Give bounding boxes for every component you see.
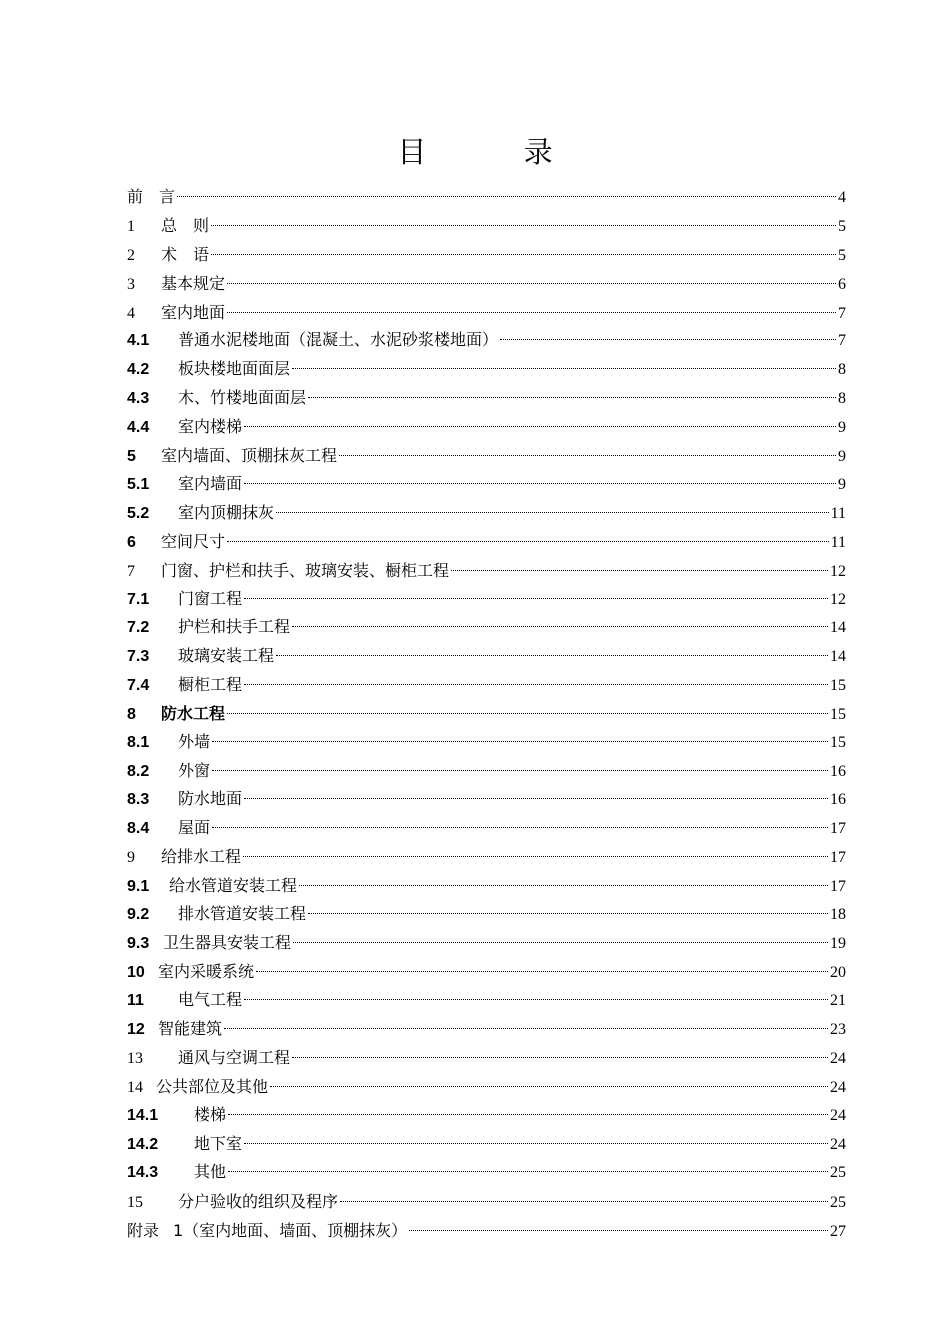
dot-leader	[244, 598, 828, 599]
toc-entry[interactable]	[127, 959, 846, 988]
toc-entry-number: 14.1	[127, 1107, 159, 1124]
toc-entry-title: 术 语	[161, 245, 210, 265]
dot-leader	[276, 512, 829, 513]
table-of-contents	[127, 184, 846, 1245]
toc-entry-number: 11	[127, 992, 144, 1010]
toc-entry-number: 10	[127, 963, 145, 981]
toc-entry-page: 17	[830, 877, 846, 895]
dot-leader	[227, 541, 829, 542]
toc-entry-number: 4.1	[127, 332, 150, 350]
toc-entry-page: 17	[830, 820, 846, 838]
dot-leader	[244, 798, 828, 799]
toc-entry[interactable]	[127, 643, 846, 672]
toc-entry-title: 门窗工程	[178, 590, 243, 608]
toc-entry[interactable]	[127, 1159, 846, 1188]
toc-entry-page: 20	[830, 963, 846, 981]
toc-entry-title: 室内墙面	[178, 475, 243, 493]
toc-entry[interactable]	[127, 901, 846, 930]
toc-entry[interactable]	[127, 1217, 846, 1246]
toc-entry-number: 4.2	[127, 361, 150, 379]
toc-entry-page: 25	[830, 1164, 846, 1182]
toc-entry[interactable]	[127, 786, 846, 815]
toc-entry-page: 9	[838, 418, 846, 436]
toc-entry-title: 卫生器具安装工程	[163, 934, 292, 952]
toc-entry[interactable]	[127, 672, 846, 701]
toc-entry-title: 排水管道安装工程	[178, 906, 307, 924]
dot-leader	[177, 196, 836, 197]
toc-entry[interactable]	[127, 1131, 846, 1160]
toc-entry-page: 18	[830, 906, 846, 924]
dot-leader	[409, 1230, 828, 1231]
toc-entry-title: 给排水工程	[161, 848, 242, 866]
toc-entry-title: 室内墙面、顶棚抹灰工程	[161, 446, 338, 466]
toc-entry-number: 5	[127, 448, 136, 466]
toc-entry-number: 1	[127, 217, 135, 235]
toc-entry-number: 5.1	[127, 475, 150, 493]
toc-entry[interactable]	[127, 414, 846, 443]
toc-entry-page: 25	[830, 1194, 846, 1212]
toc-entry-page: 24	[830, 1049, 846, 1067]
dot-leader	[293, 942, 828, 943]
dot-leader	[212, 741, 828, 742]
toc-entry-page: 12	[830, 590, 846, 608]
toc-entry-page: 9	[838, 448, 846, 466]
toc-entry-page: 8	[838, 389, 846, 407]
toc-entry[interactable]	[127, 557, 846, 586]
toc-entry-number: 12	[127, 1020, 145, 1038]
toc-entry-number: 8.4	[127, 820, 150, 838]
dot-leader	[308, 913, 828, 914]
dot-leader	[212, 770, 828, 771]
toc-entry[interactable]	[127, 930, 846, 959]
dot-leader	[299, 885, 828, 886]
toc-entry[interactable]	[127, 844, 846, 873]
toc-entry-page: 27	[830, 1222, 846, 1240]
toc-entry-page: 24	[830, 1079, 846, 1097]
toc-entry-title: 护栏和扶手工程	[178, 619, 291, 637]
toc-entry-page: 9	[838, 475, 846, 493]
toc-entry-number: 9	[127, 848, 135, 866]
dot-leader	[276, 655, 828, 656]
toc-entry-page: 17	[830, 848, 846, 866]
toc-entry-page: 24	[830, 1135, 846, 1153]
dot-leader	[244, 426, 836, 427]
toc-entry-page: 14	[830, 619, 846, 637]
toc-entry-number: 15	[127, 1194, 143, 1212]
toc-entry-page: 11	[830, 504, 846, 522]
toc-entry[interactable]	[127, 1188, 846, 1217]
dot-leader	[244, 684, 828, 685]
toc-entry-title: 智能建筑	[158, 1020, 223, 1038]
toc-entry-page: 5	[838, 247, 846, 265]
toc-entry[interactable]	[127, 213, 846, 242]
toc-entry-title: 门窗、护栏和扶手、玻璃安装、橱柜工程	[161, 560, 450, 580]
toc-entry-title: 防水工程	[161, 704, 226, 724]
toc-entry-number: 4.3	[127, 389, 150, 407]
dot-leader	[340, 1201, 828, 1202]
toc-entry-number: 7	[127, 562, 135, 580]
toc-entry-page: 11	[830, 534, 846, 552]
toc-entry[interactable]	[127, 815, 846, 844]
toc-entry[interactable]	[127, 1045, 846, 1074]
toc-entry-title: 防水地面	[178, 791, 243, 809]
toc-entry-title: 橱柜工程	[178, 676, 243, 694]
dot-leader	[211, 225, 836, 226]
toc-entry[interactable]	[127, 500, 846, 529]
toc-entry-page: 16	[830, 762, 846, 780]
dot-leader	[227, 713, 828, 714]
toc-entry-title: 外窗	[178, 762, 211, 780]
toc-entry-page: 15	[830, 734, 846, 752]
toc-entry[interactable]	[127, 270, 846, 299]
toc-entry-page: 6	[838, 276, 846, 294]
toc-entry-number: 2	[127, 247, 135, 265]
toc-entry-number: 附录	[127, 1222, 160, 1240]
toc-entry-title: 外墙	[178, 734, 211, 752]
toc-entry-title: 普通水泥楼地面（混凝土、水泥砂浆楼地面）	[178, 332, 499, 350]
dot-leader	[292, 626, 828, 627]
toc-entry-number: 7.2	[127, 619, 150, 637]
toc-entry-title: 地下室	[194, 1135, 243, 1153]
dot-leader	[500, 339, 836, 340]
toc-entry[interactable]	[127, 614, 846, 643]
toc-entry-number: 9.1	[127, 877, 150, 895]
toc-entry[interactable]	[127, 700, 846, 729]
toc-entry-title: 总 则	[161, 217, 210, 235]
dot-leader	[256, 971, 828, 972]
toc-entry[interactable]	[127, 528, 846, 557]
toc-entry[interactable]	[127, 873, 846, 902]
toc-entry-title: 空间尺寸	[161, 532, 226, 552]
dot-leader	[308, 397, 836, 398]
toc-entry-number: 14.3	[127, 1164, 159, 1182]
toc-entry[interactable]	[127, 1102, 846, 1131]
dot-leader	[244, 483, 836, 484]
dot-leader	[243, 856, 828, 857]
dot-leader	[228, 1171, 828, 1172]
dot-leader	[227, 283, 836, 284]
toc-entry-number: 9.3	[127, 934, 150, 952]
toc-entry-number: 8.2	[127, 762, 150, 780]
toc-entry[interactable]	[127, 241, 846, 270]
toc-entry-title: 室内楼梯	[178, 418, 243, 436]
dot-leader	[270, 1086, 828, 1087]
toc-entry-number: 8.1	[127, 734, 150, 752]
dot-leader	[339, 455, 836, 456]
toc-entry-page: 16	[830, 791, 846, 809]
toc-entry-title: 室内地面	[161, 302, 226, 322]
toc-entry-number: 4.4	[127, 418, 150, 436]
dot-leader	[227, 312, 836, 313]
toc-entry[interactable]	[127, 729, 846, 758]
toc-entry[interactable]	[127, 327, 846, 356]
toc-entry-title: 室内顶棚抹灰	[178, 504, 275, 522]
toc-entry[interactable]	[127, 471, 846, 500]
dot-leader	[451, 570, 828, 571]
toc-entry-number: 4	[127, 304, 135, 322]
dot-leader	[244, 999, 828, 1000]
toc-entry-page: 14	[830, 648, 846, 665]
toc-entry[interactable]	[127, 1016, 846, 1045]
toc-entry[interactable]	[127, 184, 846, 213]
toc-entry-title: 玻璃安装工程	[178, 648, 275, 665]
toc-entry[interactable]	[127, 586, 846, 615]
toc-entry-number: 7.3	[127, 648, 150, 665]
toc-entry-title: 公共部位及其他	[156, 1077, 269, 1097]
dot-leader	[244, 1143, 828, 1144]
toc-entry[interactable]	[127, 758, 846, 787]
toc-entry-number: 3	[127, 276, 135, 294]
toc-entry-page: 5	[838, 217, 846, 235]
toc-entry-page: 15	[830, 676, 846, 694]
toc-entry-page: 12	[830, 562, 846, 580]
toc-entry-number: 7.1	[127, 590, 150, 608]
toc-entry-title: 其他	[194, 1164, 227, 1182]
dot-leader	[228, 1114, 828, 1115]
toc-entry-title: 前 言	[127, 189, 176, 206]
toc-entry-title: 木、竹楼地面面层	[178, 389, 307, 407]
toc-entry-title: 板块楼地面面层	[178, 361, 291, 379]
toc-entry-number: 9.2	[127, 906, 150, 924]
toc-entry-title: 分户验收的组织及程序	[178, 1192, 339, 1212]
toc-entry-page: 7	[838, 304, 846, 322]
toc-entry-number: 13	[127, 1049, 143, 1067]
toc-entry-title: 楼梯	[194, 1107, 227, 1124]
toc-entry-number: 14	[127, 1079, 143, 1097]
toc-entry[interactable]	[127, 987, 846, 1016]
toc-entry-number: 8	[127, 706, 136, 724]
toc-entry-title: 屋面	[178, 820, 211, 838]
toc-entry-page: 7	[838, 332, 846, 350]
toc-entry-page: 15	[830, 706, 846, 724]
toc-entry-number: 14.2	[127, 1135, 159, 1153]
dot-leader	[211, 254, 836, 255]
dot-leader	[212, 827, 828, 828]
toc-entry-title: 1（室内地面、墙面、顶棚抹灰）	[173, 1220, 408, 1240]
toc-entry[interactable]	[127, 385, 846, 414]
dot-leader	[292, 368, 836, 369]
toc-entry-page: 24	[830, 1107, 846, 1124]
toc-entry-title: 电气工程	[178, 992, 243, 1010]
toc-entry-title: 给水管道安装工程	[169, 877, 298, 895]
toc-entry[interactable]	[127, 299, 846, 328]
page-title: 目 录	[397, 135, 597, 169]
toc-entry-title: 通风与空调工程	[178, 1049, 291, 1067]
toc-entry-number: 6	[127, 534, 136, 552]
toc-entry-title: 室内采暖系统	[158, 963, 255, 981]
toc-entry[interactable]	[127, 442, 846, 471]
toc-entry-number: 8.3	[127, 791, 150, 809]
toc-entry-page: 4	[838, 189, 846, 206]
toc-entry[interactable]	[127, 356, 846, 385]
dot-leader	[292, 1057, 828, 1058]
toc-entry-page: 21	[830, 992, 846, 1010]
toc-entry-title: 基本规定	[161, 274, 226, 294]
dot-leader	[224, 1028, 828, 1029]
toc-entry-page: 19	[830, 934, 846, 952]
toc-entry-page: 8	[838, 361, 846, 379]
toc-entry[interactable]	[127, 1073, 846, 1102]
toc-entry-number: 7.4	[127, 676, 150, 694]
toc-entry-number: 5.2	[127, 504, 150, 522]
toc-entry-page: 23	[830, 1020, 846, 1038]
